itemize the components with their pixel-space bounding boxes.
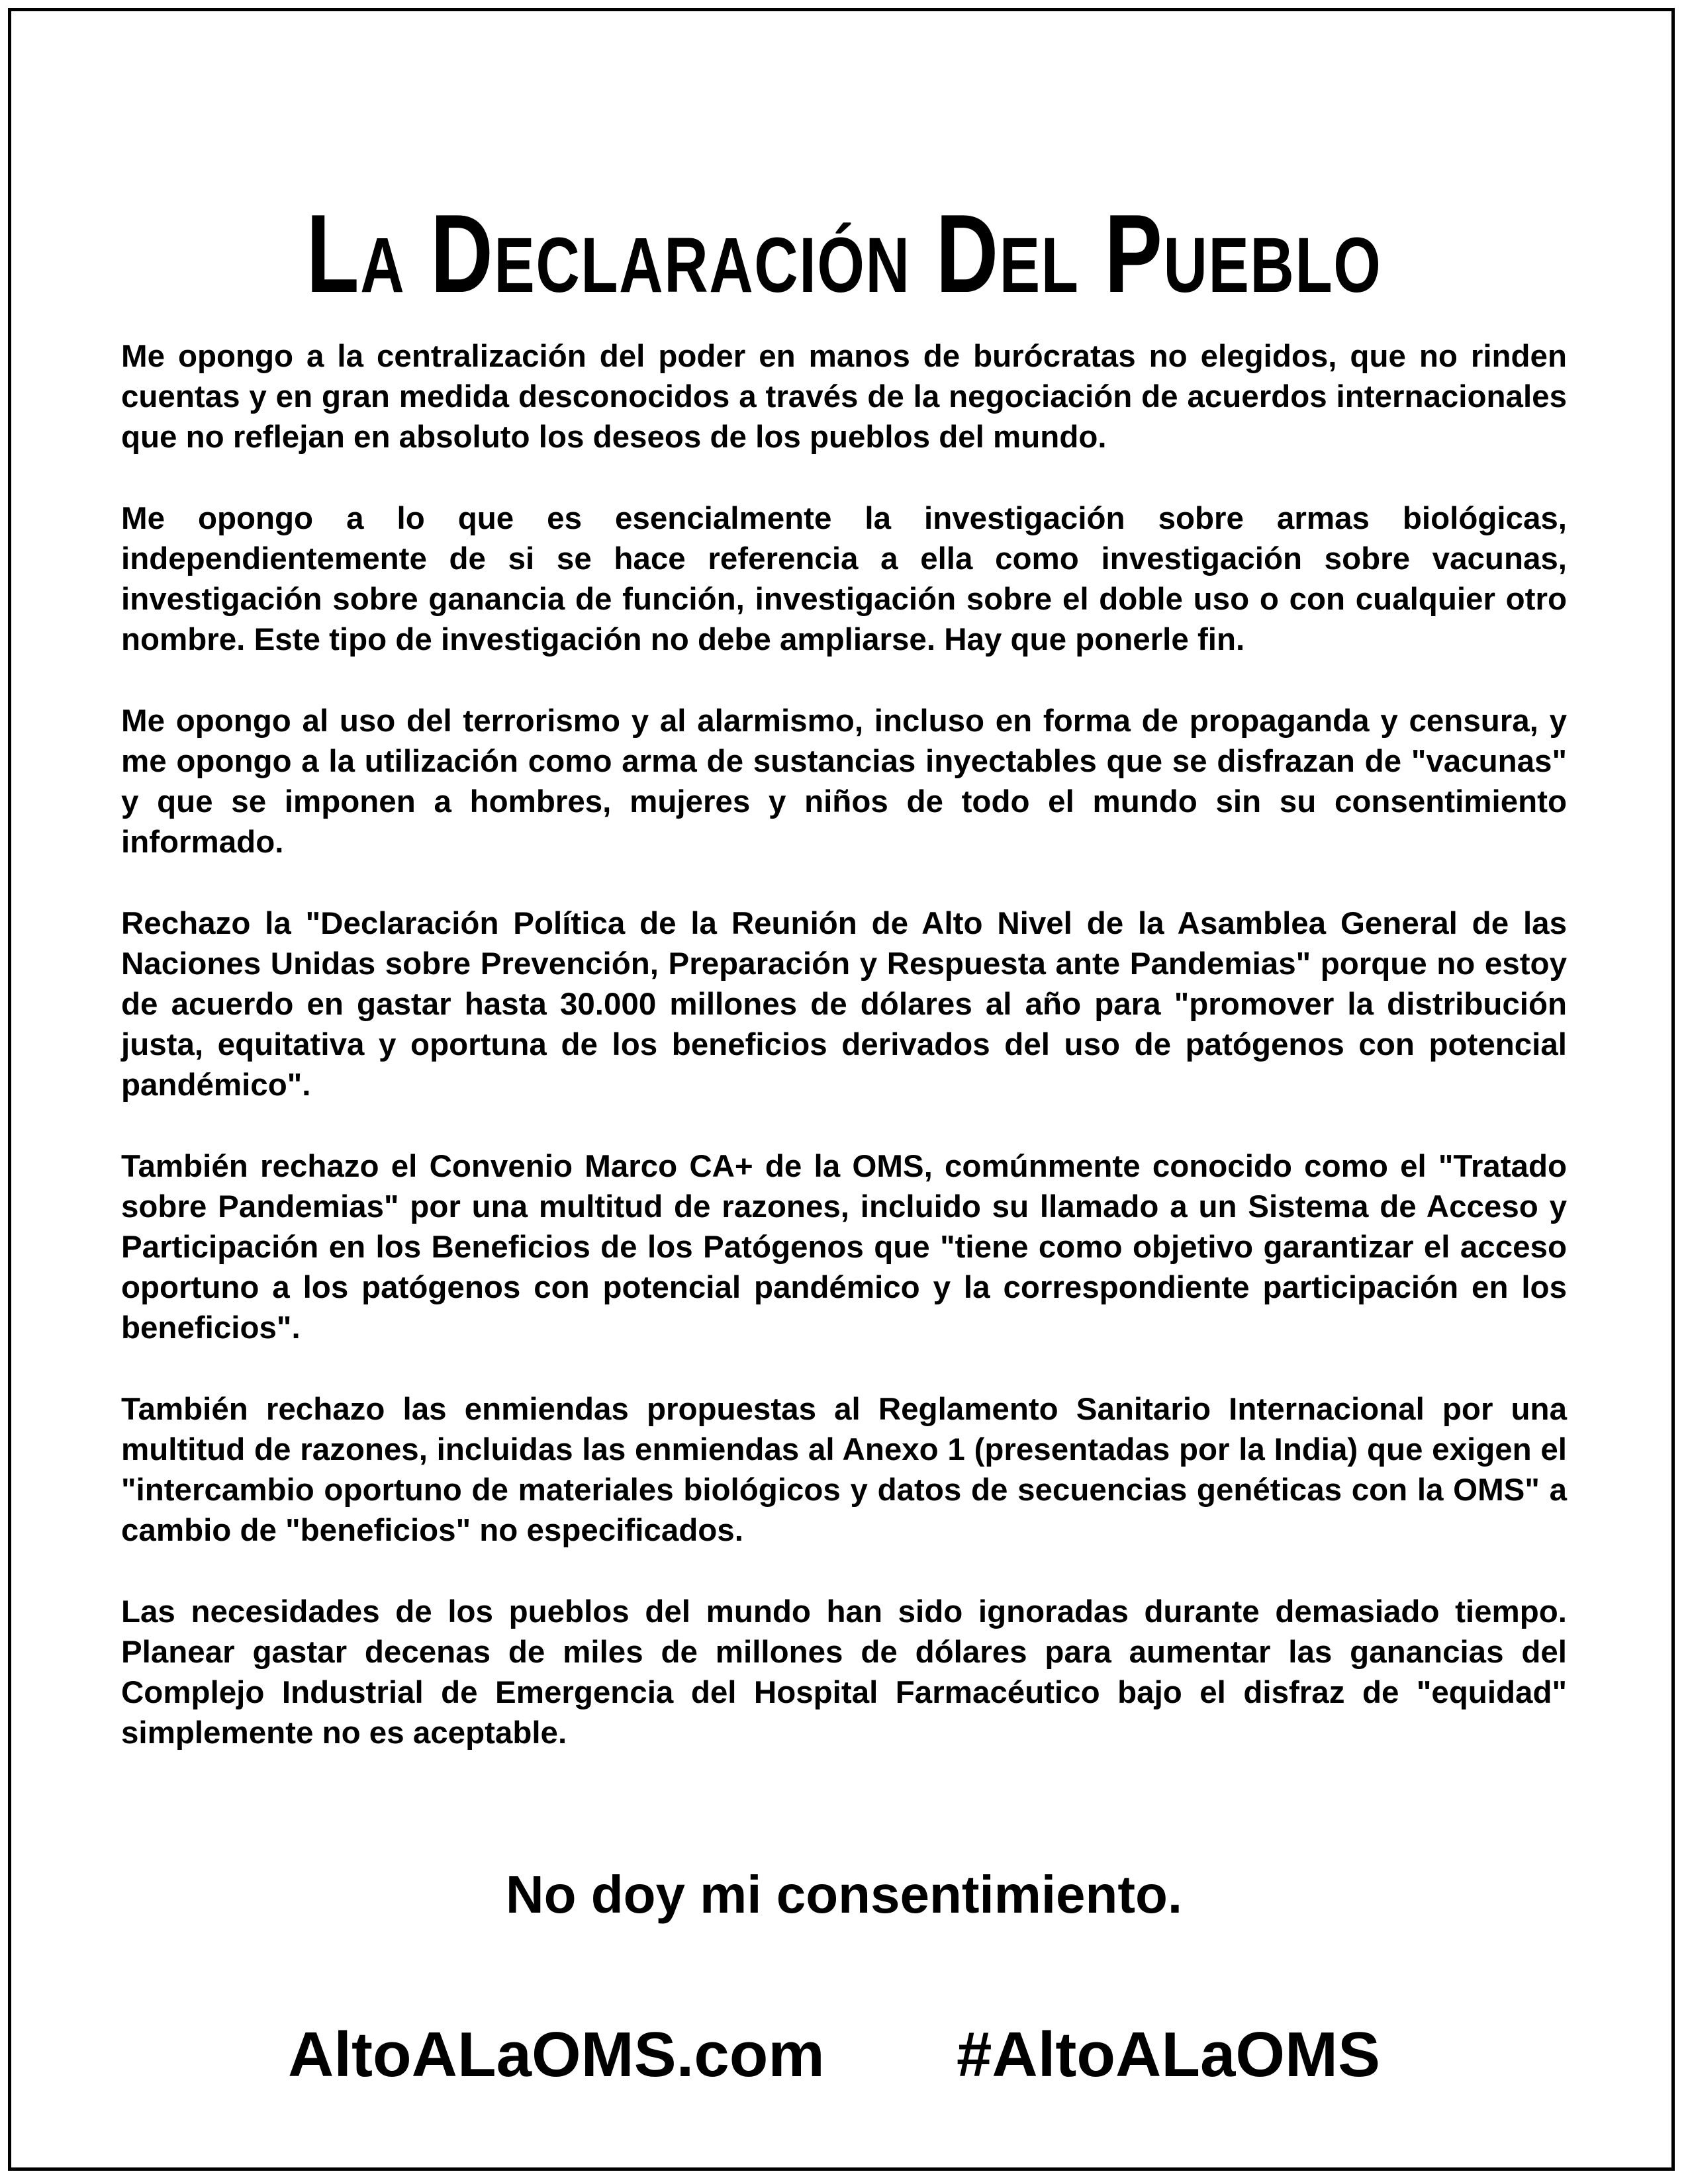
paragraph-un-declaration: Rechazo la "Declaración Política de la Reunión de Alto Nivel de la Asamblea General de las Naciones Unidas sobre Prevención, Preparación y Respuesta ante Pandemias" porque no estoy de acuerdo en gastar hasta 30.000 millones de dólares al año para "promover la distribución justa, equitativa y oportuna de los beneficios derivados del uso de patógenos con potencial pandémico". (121, 906, 1567, 1103)
paragraph-health-regulations: También rechazo las enmiendas propuestas al Reglamento Sanitario Internacional por una multitud de razones, incluidas las enmiendas al Anexo 1 (presentadas por la India) que exigen el "intercambio oportuno de materiales biológicos y datos de secuencias genéticas con la OMS" a cambio de "beneficios" no especificados. (121, 1392, 1567, 1548)
closing-statement: No doy mi consentimiento. (505, 1865, 1183, 1924)
footer-website: AltoALaOMS.com (288, 2019, 825, 2090)
paragraph-peoples-needs: Las necesidades de los pueblos del mundo han sido ignoradas durante demasiado tiempo. Planear gastar decenas de miles de millones de dólares para aumentar las ganancias del Complejo Industrial de Emergencia del Hospital Farmacéutico bajo el disfraz de "equidad" simplemente no es aceptable. (121, 1594, 1567, 1751)
declaration-body (121, 336, 1567, 1794)
paragraph-centralization: Me opongo a la centralización del poder en manos de burócratas no elegidos, que no rinden cuentas y en gran medida desconocidos a través de la negociación de acuerdos internacionales que no reflejan en absoluto los deseos de los pueblos del mundo. (121, 339, 1567, 455)
paragraph-terrorism: Me opongo al uso del terrorismo y al alarmismo, incluso en forma de propaganda y censura, y me opongo a la utilización como arma de sustancias inyectables que se disfrazan de "vacunas" y que se imponen a hombres, mujeres y niños de todo el mundo sin su consentimiento informado. (121, 704, 1567, 860)
paragraph-bioweapons: Me opongo a lo que es esencialmente la investigación sobre armas biológicas, independientemente de si se hace referencia a ella como investigación sobre vacunas, investigación sobre ganancia de función, investigación sobre el doble uso o con cualquier otro nombre. Este tipo de investigación no debe ampliarse. Hay que ponerle fin. (121, 501, 1567, 657)
footer-hashtag: #AltoALaOMS (957, 2019, 1381, 2090)
paragraph-pandemic-treaty: También rechazo el Convenio Marco CA+ de la OMS, comúnmente conocido como el "Tratado sobre Pandemias" por una multitud de razones, incluido su llamado a un Sistema de Acceso y Participación en los Beneficios de los Patógenos que "tiene como objetivo garantizar el acceso oportuno a los patógenos con potencial pandémico y la correspondiente participación en los beneficios". (121, 1149, 1567, 1345)
document-title: LA DECLARACIÓN DEL PUEBLO (306, 191, 1382, 316)
